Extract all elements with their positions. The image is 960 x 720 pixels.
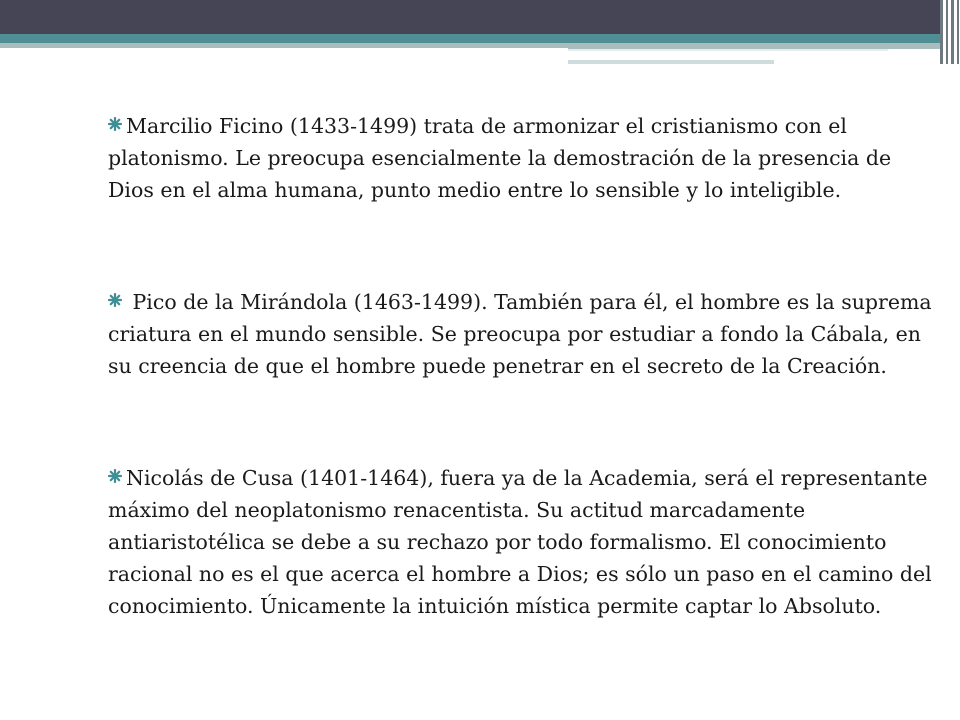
header-lower-line [568,60,774,64]
header-band [0,0,940,34]
teal-asterisk-bullet-icon [108,117,122,131]
corner-decoration [938,0,960,64]
header-grey-stripe [0,43,568,48]
slide-body [108,110,938,622]
paragraph-text: Pico de la Mirándola (1463-1499). También para él, el hombre es la suprema criatura en el mundo sensible. Se preocupa por estudiar a fondo la Cábala, en su creencia de que el hombre puede penetrar en el secreto de la Creación. [108,290,932,378]
paragraph-pico [108,286,938,382]
teal-asterisk-bullet-icon [108,293,122,307]
paragraph-cusa [108,462,938,622]
header-thin-line [568,49,888,51]
paragraph-text: Nicolás de Cusa (1401-1464), fuera ya de la Academia, será el representante máximo del neoplatonismo renacentista. Su actitud marcadamente antiaristotélica se debe a su rechazo por todo formalismo. El conocimiento racional no es el que acerca el hombre a Dios; es sólo un paso en el camino del conocimiento. Únicamente la intuición mística permite captar lo Absoluto. [108,466,932,618]
paragraph-ficino [108,110,938,206]
teal-asterisk-bullet-icon [108,469,122,483]
paragraph-text: Marcilio Ficino (1433-1499) trata de armonizar el cristianismo con el platonismo. Le preocupa esencialmente la demostración de la presencia de Dios en el alma humana, punto medio entre lo sensible y lo inteligible. [108,114,892,202]
header-teal-stripe [0,34,940,43]
